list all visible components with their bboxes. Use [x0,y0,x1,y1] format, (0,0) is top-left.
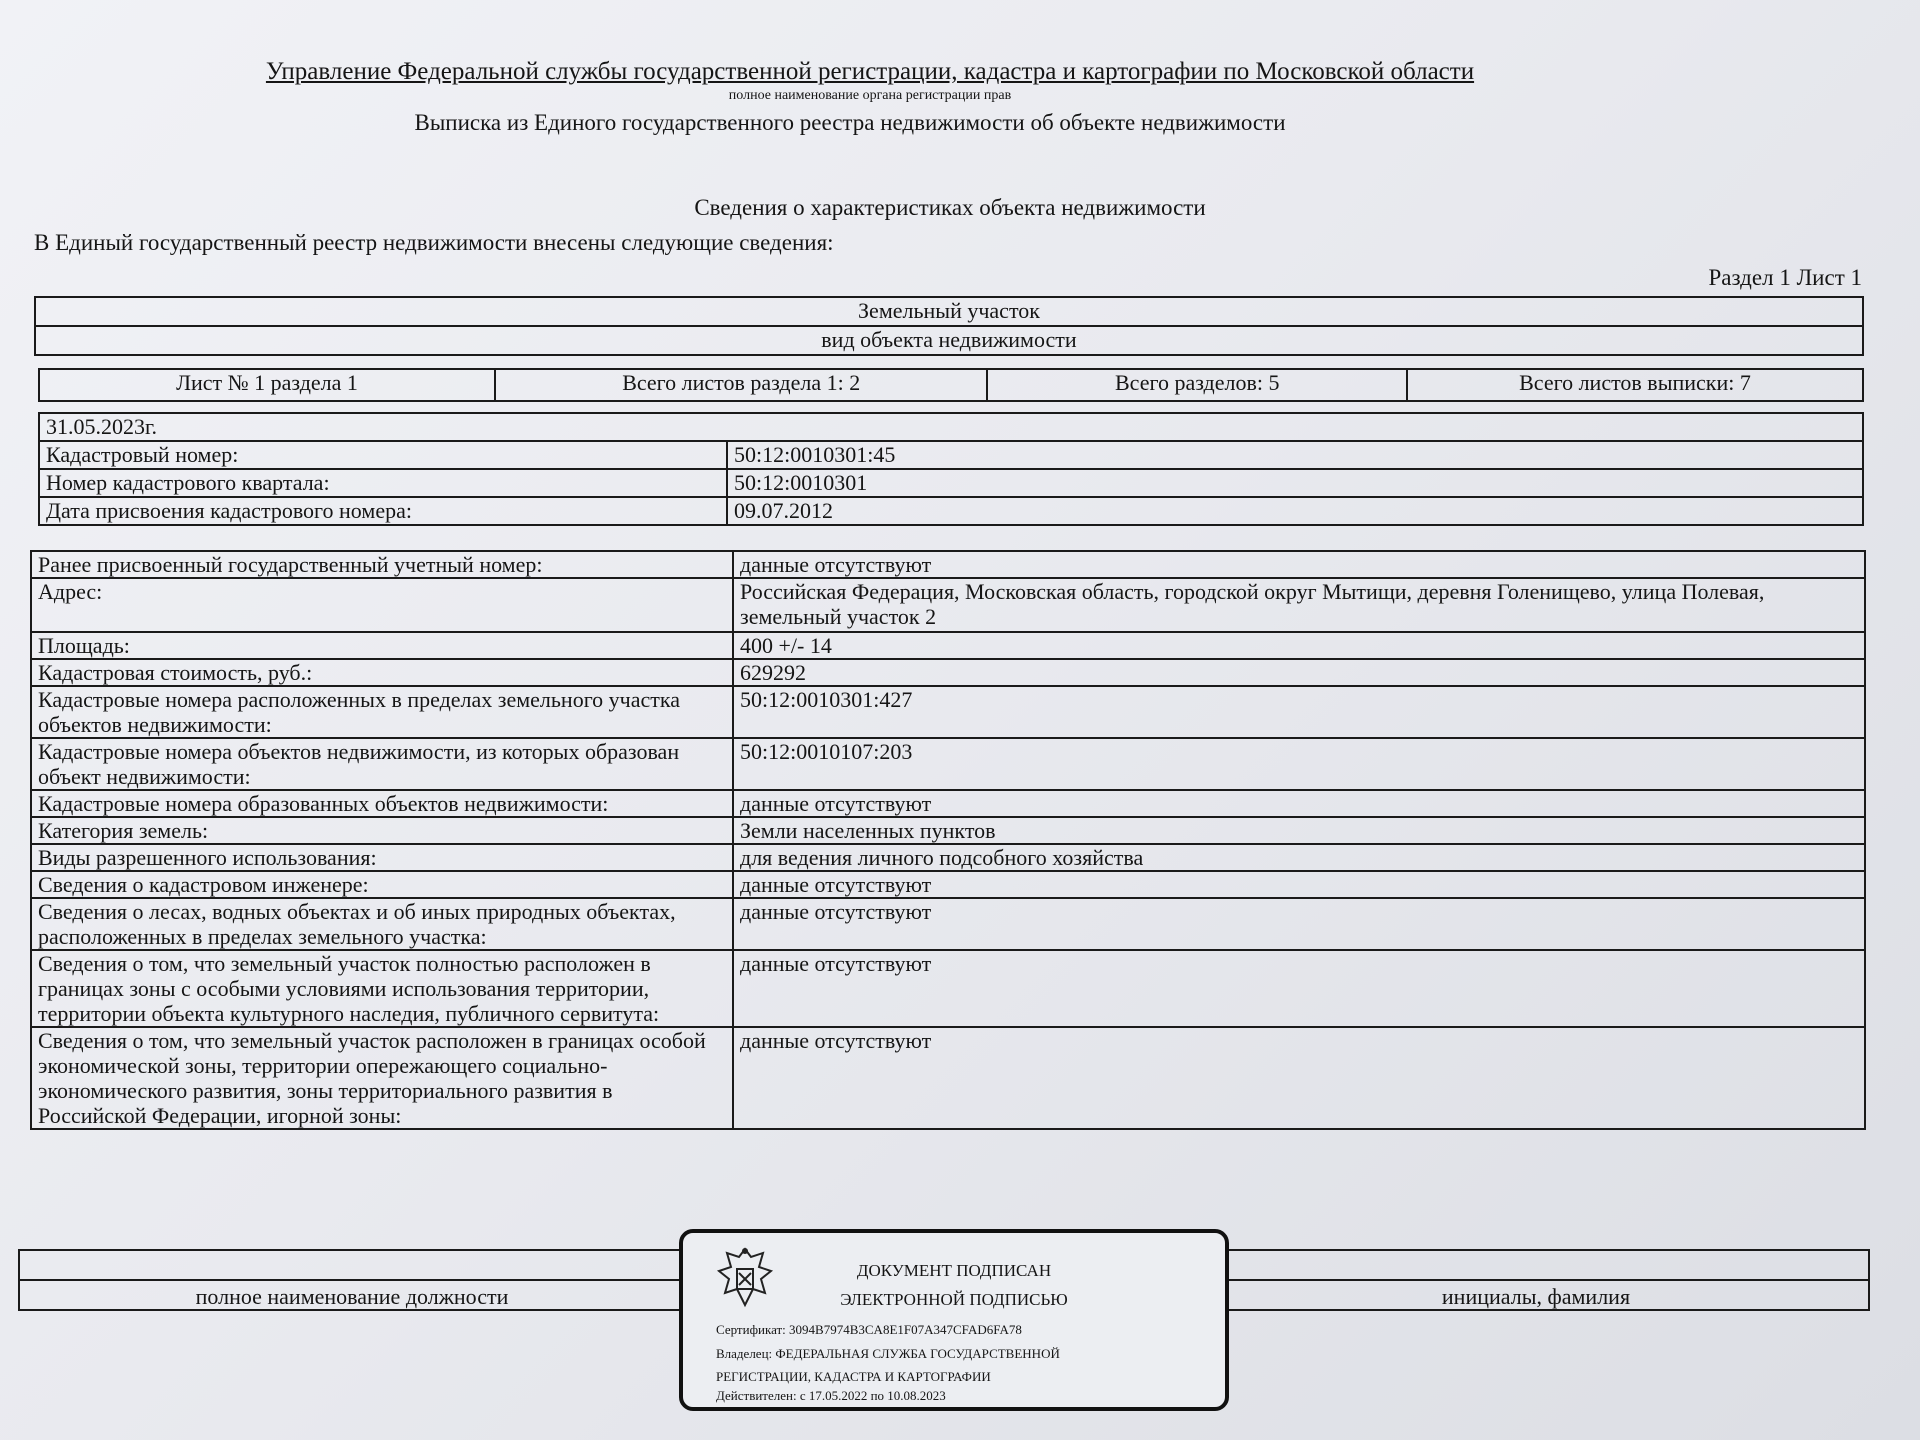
row-label: Кадастровые номера образованных объектов недвижимости: [31,790,733,817]
row-label: Сведения о том, что земельный участок расположен в границах особой экономической зоны, территории опережающего социально-экономического развития, зоны территориального развития в Российской Федерации, игорной зоны: [31,1027,733,1129]
extract-date: 31.05.2023г. [39,413,1863,441]
table-row [31,659,1865,686]
row-value: для ведения личного подсобного хозяйства [733,844,1865,871]
object-type-table [34,296,1864,356]
row-value: данные отсутствуют [733,1027,1865,1129]
row-label: Кадастровые номера расположенных в пределах земельного участка объектов недвижимости: [31,686,733,738]
section-sheet-count: Всего листов раздела 1: 2 [495,369,987,401]
stamp-certificate: Сертификат: 3094B7974B3CA8E1F07A347CFAD6FA78 [716,1322,1022,1337]
position-line [19,1250,685,1280]
stamp-owner-2: РЕГИСТРАЦИИ, КАДАСТРА И КАРТОГРАФИИ [716,1369,991,1384]
section-count: Всего разделов: 5 [987,369,1407,401]
row-label: Кадастровый номер: [39,441,727,469]
cadastral-header-table [38,412,1864,526]
row-value: данные отсутствуют [733,790,1865,817]
row-value: 400 +/- 14 [733,632,1865,659]
row-value: Земли населенных пунктов [733,817,1865,844]
object-type-value: Земельный участок [35,297,1863,326]
table-row [31,871,1865,898]
name-line [1203,1250,1869,1280]
table-row [31,1027,1865,1129]
row-label: Категория земель: [31,817,733,844]
table-row [31,817,1865,844]
row-label: Кадастровые номера объектов недвижимости, из которых образован объект недвижимости: [31,738,733,790]
row-label: Номер кадастрового квартала: [39,469,727,497]
table-row [31,686,1865,738]
electronic-signature-stamp [679,1229,1229,1411]
table-row [31,950,1865,1027]
row-value: данные отсутствуют [733,551,1865,578]
stamp-owner-1: Владелец: ФЕДЕРАЛЬНАЯ СЛУЖБА ГОСУДАРСТВЕННОЙ [716,1346,1060,1361]
sheet-number: Лист № 1 раздела 1 [39,369,495,401]
table-row [39,497,1863,525]
intro-text: В Единый государственный реестр недвижимости внесены следующие сведения: [34,230,834,255]
position-caption: полное наименование должности [19,1280,685,1310]
row-value: 50:12:0010107:203 [733,738,1865,790]
row-label: Площадь: [31,632,733,659]
table-row [31,738,1865,790]
row-label: Виды разрешенного использования: [31,844,733,871]
section-title: Сведения о характеристиках объекта недвижимости [694,195,1206,220]
stamp-line-2: ЭЛЕКТРОННОЙ ПОДПИСЬЮ [840,1290,1068,1309]
row-label: Ранее присвоенный государственный учетный номер: [31,551,733,578]
total-sheet-count: Всего листов выписки: 7 [1407,369,1863,401]
name-caption: инициалы, фамилия [1203,1280,1869,1310]
document-title: Выписка из Единого государственного реестра недвижимости об объекте недвижимости [414,110,1286,135]
table-row [39,469,1863,497]
table-row [31,898,1865,950]
stamp-valid: Действителен: с 17.05.2022 по 10.08.2023 [716,1388,946,1403]
characteristics-table [30,550,1866,1130]
table-row [31,632,1865,659]
object-type-caption: вид объекта недвижимости [35,326,1863,355]
row-value: 09.07.2012 [727,497,1863,525]
part-label: Раздел 1 Лист 1 [1708,265,1862,290]
row-value: данные отсутствуют [733,950,1865,1027]
row-label: Сведения о лесах, водных объектах и об иных природных объектах, расположенных в пределах земельного участка: [31,898,733,950]
row-label: Дата присвоения кадастрового номера: [39,497,727,525]
row-label: Сведения о том, что земельный участок полностью расположен в границах зоны с особыми условиями использования территории, территории объекта культурного наследия, публичного сервитута: [31,950,733,1027]
row-value: данные отсутствуют [733,871,1865,898]
row-value: 50:12:0010301 [727,469,1863,497]
row-value: 50:12:0010301:427 [733,686,1865,738]
table-row [39,441,1863,469]
org-caption: полное наименование органа регистрации прав [728,88,1012,103]
table-row [31,551,1865,578]
stamp-line-1: ДОКУМЕНТ ПОДПИСАН [856,1261,1052,1280]
row-label: Адрес: [31,578,733,632]
sheets-table [38,368,1864,402]
row-label: Сведения о кадастровом инженере: [31,871,733,898]
row-value: Российская Федерация, Московская область, городской округ Мытищи, деревня Голенищево, улица Полевая, земельный участок 2 [733,578,1865,632]
org-name: Управление Федеральной службы государственной регистрации, кадастра и картографии по Московской области [265,58,1475,85]
row-value: данные отсутствуют [733,898,1865,950]
table-row [31,578,1865,632]
table-row [31,844,1865,871]
table-row [31,790,1865,817]
row-value: 50:12:0010301:45 [727,441,1863,469]
row-label: Кадастровая стоимость, руб.: [31,659,733,686]
row-value: 629292 [733,659,1865,686]
